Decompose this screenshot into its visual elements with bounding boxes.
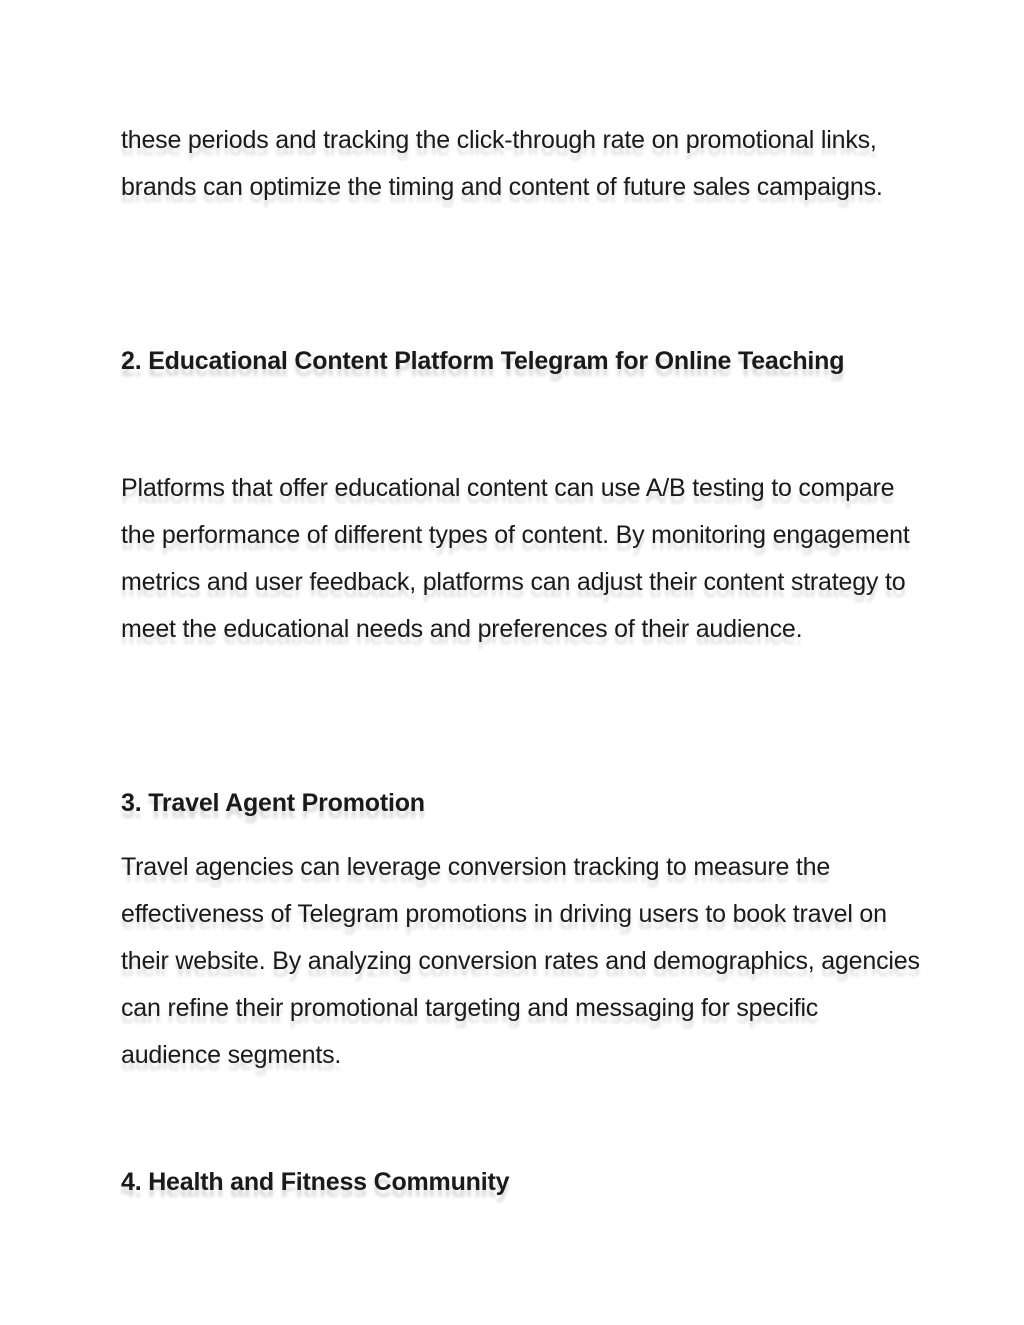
section-body-educational-content: Platforms that offer educational content can use A/B testing to compare the performance of different types of content. By monitoring engagement metrics and user feedback, platforms can adjust their content strategy to meet the educational needs and preferences of their audience. bbox=[121, 474, 910, 643]
intro-paragraph: these periods and tracking the click-through rate on promotional links, brands can optimize the timing and content of future sales campaigns. bbox=[121, 126, 883, 201]
section-body-travel-agent: Travel agencies can leverage conversion tracking to measure the effectiveness of Telegram promotions in driving users to book travel on their website. By analyzing conversion rates and demographics, agencies can refine their promotional targeting and messaging for specific audience segments. bbox=[121, 853, 920, 1069]
section-heading-travel-agent: 3. Travel Agent Promotion bbox=[121, 789, 425, 817]
section-heading-educational-content: 2. Educational Content Platform Telegram for Online Teaching bbox=[121, 347, 845, 375]
section-heading-health-fitness: 4. Health and Fitness Community bbox=[121, 1168, 510, 1196]
